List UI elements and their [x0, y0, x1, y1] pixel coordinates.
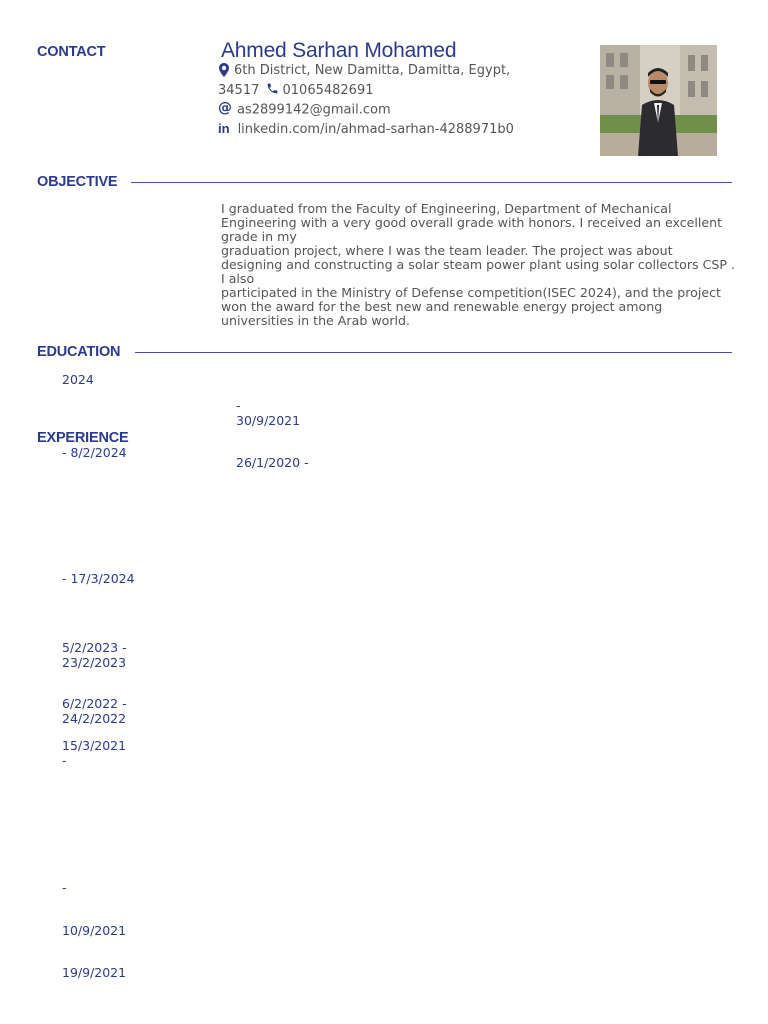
address-line-2 — [218, 83, 373, 98]
objective-paragraph: graduation project, where I was the team leader. The project was about designing and constructing a solar steam power plant using solar collectors CSP . I also — [221, 243, 736, 286]
email-address[interactable]: as2899142@gmail.com — [237, 102, 391, 118]
experience-heading: EXPERIENCE — [37, 430, 129, 446]
objective-paragraph: participated in the Ministry of Defense competition(ISEC 2024), and the project won the award for the best new and renewable energy project among universities in the Arab world. — [221, 285, 721, 328]
date-start: 26/1/2020 - — [236, 455, 309, 470]
experience-date: 15/3/2021 — [62, 738, 127, 753]
phone-number: 01065482691 — [282, 83, 374, 98]
experience-date: 24/2/2022 — [62, 711, 127, 726]
objective-text — [221, 202, 736, 328]
linkedin-line — [218, 122, 514, 137]
experience-date: - — [62, 753, 67, 768]
education-year: 2024 — [62, 372, 94, 387]
linkedin-url[interactable]: linkedin.com/in/ahmad-sarhan-4288971b0 — [237, 122, 514, 137]
date-dash: - — [236, 398, 241, 413]
postal-code: 34517 — [218, 83, 260, 98]
objective-divider — [131, 182, 732, 183]
experience-date: - 8/2/2024 — [62, 445, 127, 460]
profile-photo — [600, 45, 717, 156]
candidate-name: Ahmed Sarhan Mohamed — [221, 39, 457, 62]
experience-date: 19/9/2021 — [62, 965, 127, 980]
experience-date: - 17/3/2024 — [62, 571, 135, 586]
email-line — [218, 102, 391, 118]
linkedin-icon: in — [218, 121, 230, 136]
experience-date: 6/2/2022 - — [62, 696, 127, 711]
objective-paragraph: I graduated from the Faculty of Engineering, Department of Mechanical Engineering with a very good overall grade with honors. I received an excellent grade in my — [221, 201, 723, 244]
experience-date: 10/9/2021 — [62, 923, 127, 938]
date-end: 30/9/2021 — [236, 413, 301, 428]
objective-heading: OBJECTIVE — [37, 174, 118, 190]
experience-date: 5/2/2023 - — [62, 640, 127, 655]
at-sign-icon: @ — [218, 100, 232, 116]
address-text: 6th District, New Damitta, Damitta, Egypt, — [234, 63, 511, 78]
phone-icon — [266, 82, 279, 95]
education-heading: EDUCATION — [37, 344, 121, 360]
experience-date: 23/2/2023 — [62, 655, 127, 670]
address-line-1 — [219, 63, 510, 78]
location-pin-icon — [219, 63, 229, 77]
contact-heading: CONTACT — [37, 44, 106, 60]
experience-date: - — [62, 880, 67, 895]
education-divider — [135, 352, 732, 353]
